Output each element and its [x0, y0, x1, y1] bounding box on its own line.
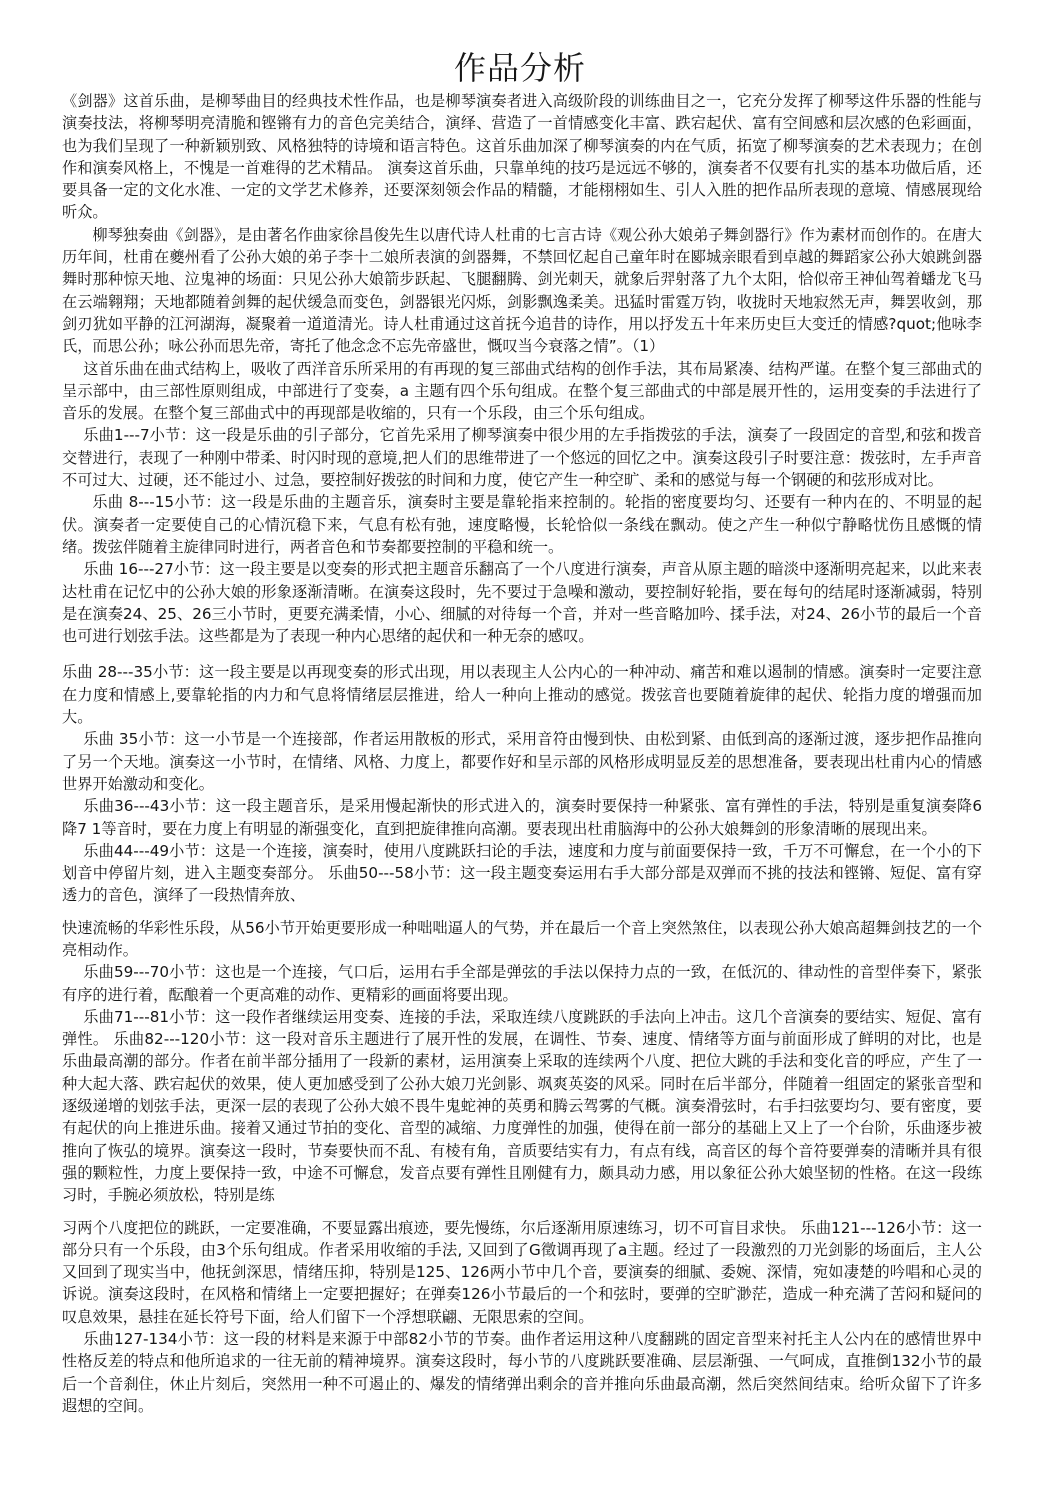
paragraph-bars-71-120: 乐曲71---81小节：这一段作者继续运用变奏、连接的手法，采取连续八度跳跃的手法向上冲击。这几个音演奏的要结实、短促、富有弹性。 乐曲82---120小节：这一段对音乐主题进行了展开性的发展，在调性、节奏、速度、情绪等方面与前面形成了鲜明的对比，也是乐曲最高潮的部分。作者在前半部分插用了一段新的素材，运用演奏上采取的连续两个八度、把位大跳的手法和变化音的呼应，产生了一种大起大落、跌宕起伏的效果，使人更加感受到了公孙大娘刀光剑影、飒爽英姿的风采。同时在后半部分，伴随着一组固定的紧张音型和逐级递增的划弦手法，更深一层的表现了公孙大娘不畏牛鬼蛇神的英勇和腾云驾雾的气概。演奏滑弦时，右手扫弦要均匀、要有密度，要有起伏的向上推进乐曲。接着又通过节拍的变化、音型的减缩、力度弹性的加强，使得在前一部分的基础上又上了一个台阶，乐曲逐步被推向了恢弘的境界。演奏这一段时，节奏要快而不乱、有棱有角，音质要结实有力，有点有线，高音区的每个音符要弹奏的清晰并具有很强的颗粒性，力度上要保持一致，中途不可懈怠，发音点要有弹性且刚健有力，颇具动力感，用以象征公孙大娘坚韧的性格。在这一段练习时，手腕必须放松，特别是练	[62, 1007, 982, 1205]
paragraph-bars-1-7: 乐曲1---7小节：这一段是乐曲的引子部分，它首先采用了柳琴演奏中很少用的左手指拨弦的手法，演奏了一段固定的音型,和弦和拨音交替进行，表现了一种刚中带柔、时闪时现的意境,把人们的思维带进了一个悠远的回忆之中。演奏这段引子时要注意：拨弦时，左手声音不可过大、过硬，还不能过小、过急，要控制好拨弦的时间和力度，使它产生一种空旷、柔和的感觉与每一个钢硬的和弦形成对比。	[62, 426, 982, 490]
page-title: 作品分析	[453, 49, 586, 87]
paragraph-bars-16-27: 乐曲 16---27小节：这一段主要是以变奏的形式把主题音乐翻高了一个八度进行演奏，声音从原主题的暗淡中逐渐明亮起来，以此来表达杜甫在记忆中的公孙大娘的形象逐渐清晰。在演奏这段时，先不要过于急噪和激动，要控制好轮指，要在每句的结尾时逐渐减弱，特别是在演奏24、25、26三小节时，更要充满柔情，小心、细腻的对待每一个音，并对一些音略加吟、揉手法，对24、26小节的最后一个音也可进行划弦手法。这些都是为了表现一种内心思绪的起伏和一种无奈的感叹。	[62, 560, 982, 646]
paragraph-bar-35: 乐曲 35小节：这一小节是一个连接部，作者运用散板的形式，采用音符由慢到快、由松到紧、由低到高的逐渐过渡，逐步把作品推向了另一个天地。演奏这一小节时，在情绪、风格、力度上，都要作好和呈示部的风格形成明显反差的思想准备，要表现出杜甫内心的情感世界开始激动和变化。	[62, 730, 982, 793]
paragraph-bars-44-58: 乐曲44---49小节：这是一个连接，演奏时，使用八度跳跃扫论的手法，速度和力度与前面要保持一致，千万不可懈怠，在一个小的下划音中停留片刻，进入主题变奏部分。 乐曲50---58小节：这一段主题变奏运用右手大部分部是双弹而不挑的技法和铿锵、短促、富有穿透力的音色，演绎了一段热情奔放、	[62, 841, 982, 905]
paragraph-bars-56-continued: 快速流畅的华彩性乐段，从56小节开始更要形成一种咄咄逼人的气势，并在最后一个音上突然煞住，以表现公孙大娘高超舞剑技艺的一个亮相动作。	[62, 918, 982, 959]
paragraph-structure: 这首乐曲在曲式结构上，吸收了西洋音乐所采用的有再现的复三部曲式结构的创作手法，其布局紧凑、结构严谨。在整个复三部曲式的呈示部中，由三部性原则组成，中部进行了变奏，a 主题有四个乐句组成。在整个复三部曲式的中部是展开性的，运用变奏的手法进行了音乐的发展。在整个复三部曲式中的再现部是收缩的，只有一个乐段，由三个乐句组成。	[62, 359, 982, 423]
paragraph-bars-121-126: 习两个八度把位的跳跃，一定要准确，不要显露出痕迹，要先慢练，尔后逐渐用原速练习，切不可盲目求快。 乐曲121---126小节：这一部分只有一个乐段，由3个乐句组成。作者采用收缩的手法, 又回到了G徵调再现了a主题。经过了一段激烈的刀光剑影的场面后，主人公又回到了现实当中，他抚剑深思，情绪压抑，特别是125、126两小节中几个音，要演奏的细腻、委婉、深情，宛如凄楚的吟唱和心灵的诉说。演奏这段时，在风格和情绪上一定要把握好；在弹奏126小节最后的一个和弦时，要弹的空旷渺茫，造成一种充满了苦闷和疑问的叹息效果，悬挂在延长符号下面，给人们留下一个浮想联翩、无限思索的空间。	[62, 1218, 982, 1326]
document-body	[62, 90, 982, 1417]
paragraph-bars-8-15: 乐曲 8---15小节：这一段是乐曲的主题音乐，演奏时主要是靠轮指来控制的。轮指的密度要均匀、还要有一种内在的、不明显的起伏。演奏者一定要使自己的心情沉稳下来，气息有松有弛，速度略慢，长轮恰似一条线在飘动。使之产生一种似宁静略忧伤且感慨的情绪。拨弦伴随着主旋律同时进行，两者音色和节奏都要控制的平稳和统一。	[62, 493, 982, 556]
paragraph-bars-127-134: 乐曲127-134小节：这一段的材料是来源于中部82小节的节奏。曲作者运用这种八度翻跳的固定音型来衬托主人公内在的感情世界中性格反差的特点和他所追求的一往无前的精神境界。演奏这段时，每小节的八度跳跃要准确、层层渐强、一气呵成，直推倒132小节的最后一个音刹住，休止片刻后，突然用一种不可遏止的、爆发的情绪弹出剩余的音并推向乐曲最高潮，然后突然间结束。给听众留下了许多遐想的空间。	[62, 1330, 982, 1415]
paragraph-intro: 《剑器》这首乐曲，是柳琴曲目的经典技术性作品，也是柳琴演奏者进入高级阶段的训练曲目之一，它充分发挥了柳琴这件乐器的性能与演奏技法，将柳琴明亮清脆和铿锵有力的音色完美结合，演绎、营造了一首情感变化丰富、跌宕起伏、富有空间感和层次感的色彩画面，也为我们呈现了一种新颖别致、风格独特的诗境和语言特色。这首乐曲加深了柳琴演奏的内在气质，拓宽了柳琴演奏的艺术表现力；在创作和演奏风格上，不愧是一首难得的艺术精品。 演奏这首乐曲，只靠单纯的技巧是远远不够的，演奏者不仅要有扎实的基本功做后盾，还要具备一定的文化水准、一定的文学艺术修养，还要深刻领会作品的精髓，才能栩栩如生、引人入胜的把作品所表现的意境、情感展现给听众。	[62, 92, 982, 222]
paragraph-bars-59-70: 乐曲59---70小节：这也是一个连接，气口后，运用右手全部是弹弦的手法以保持力点的一致，在低沉的、律动性的音型伴奏下，紧张有序的进行着，酝酿着一个更高难的动作、更精彩的画面将要出现。	[62, 963, 982, 1004]
paragraph-bars-28-35: 乐曲 28---35小节：这一段主要是以再现变奏的形式出现，用以表现主人公内心的一种冲动、痛苦和难以遏制的情感。演奏时一定要注意在力度和情感上,要靠轮指的内力和气息将情绪层层推进，给人一种向上推动的感觉。拨弦音也要随着旋律的起伏、轮指力度的增强而加大。	[62, 663, 982, 727]
paragraph-bars-36-43: 乐曲36---43小节：这一段主题音乐，是采用慢起渐快的形式进入的，演奏时要保持一种紧张、富有弹性的手法，特别是重复演奏降6降7 1等音时，要在力度上有明显的渐强变化，直到把旋律推向高潮。要表现出杜甫脑海中的公孙大娘舞剑的形象清晰的展现出来。	[62, 797, 982, 838]
paragraph-background: 柳琴独奏曲《剑器》，是由著名作曲家徐昌俊先生以唐代诗人杜甫的七言古诗《观公孙大娘弟子舞剑器行》作为素材而创作的。在唐大历年间，杜甫在夔州看了公孙大娘的弟子李十二娘所表演的剑器舞，不禁回忆起自己童年时在郾城亲眼看到卓越的舞蹈家公孙大娘跳剑器舞时那种惊天地、泣鬼神的场面：只见公孙大娘箭步跃起、飞腿翻腾、剑光刺天，就象后羿射落了九个太阳，恰似帝王神仙驾着蟠龙飞马在云端翱翔；天地都随着剑舞的起伏缓急而变色，剑器银光闪烁，剑影飘逸柔美。迅猛时雷霆万钧，收拢时天地寂然无声，舞罢收剑，那剑刃犹如平静的江河湖海，凝聚着一道道清光。诗人杜甫通过这首抚今追昔的诗作，用以抒发五十年来历史巨大变迁的情感?quot;他咏李氏，而思公孙；咏公孙而思先帝，寄托了他念念不忘先帝盛世，慨叹当今衰落之情”。（1）	[62, 225, 982, 356]
